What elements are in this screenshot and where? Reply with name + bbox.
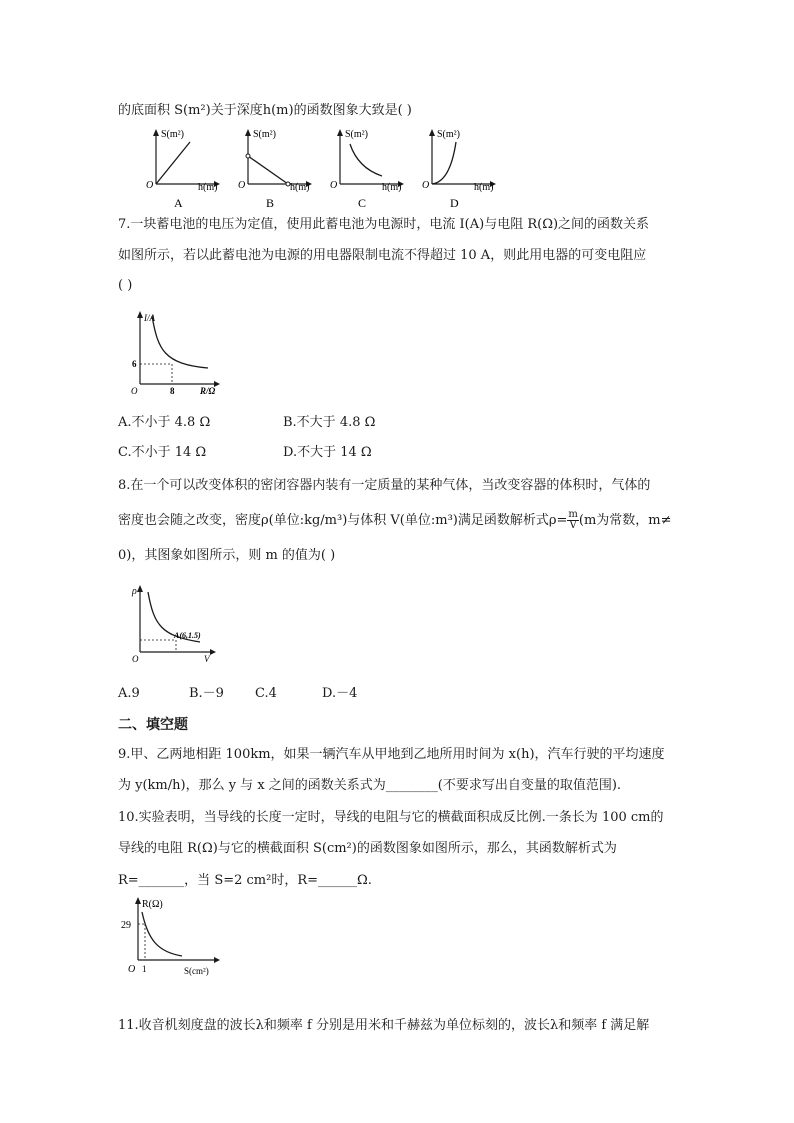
q8-option-c[interactable]: C.4 — [255, 686, 277, 701]
q6-b-ylabel: S(m²) — [253, 129, 276, 140]
q9-stem-line1: 9.甲、乙两地相距 100km，如果一辆汽车从甲地到乙地所用时间为 x(h)，汽车行驶的平均速度 — [118, 747, 665, 762]
q7-stem-line2: 如图所示，若以此蓄电池为电源的用电器限制电流不得超过 10 A，则此用电器的可变电阻应 — [118, 248, 647, 263]
q6-d-origin: O — [422, 180, 430, 191]
q6-c-letter: C — [358, 196, 367, 210]
q6-a-letter: A — [174, 196, 183, 210]
q8-option-d[interactable]: D.－4 — [322, 686, 358, 701]
q7-graph — [130, 310, 226, 400]
q6-c-xlabel: h(m) — [382, 182, 402, 193]
q8-stem-line2-a: 密度也会随之改变，密度ρ(单位:kg/m³)与体积 V(单位:m³)满足函数解析式ρ= — [118, 513, 568, 528]
q7-option-b[interactable]: B.不大于 4.8 Ω — [283, 415, 376, 430]
q10-ytick: 29 — [121, 920, 131, 931]
q8-frac-den: V — [569, 520, 577, 531]
q10-stem-line2: 导线的电阻 R(Ω)与它的横截面积 S(cm²)的函数图象如图所示，那么，其函数解析式为 — [118, 841, 617, 856]
q6-graph-c — [324, 128, 404, 210]
q7-stem-line3: ( ) — [118, 278, 133, 293]
q8-stem-line2 — [118, 510, 672, 531]
q7-xlabel: R/Ω — [200, 386, 216, 396]
q10-ylabel: R(Ω) — [142, 899, 163, 910]
q10-graph — [118, 896, 228, 980]
q6-graph-a — [140, 128, 220, 210]
q7-origin: O — [131, 386, 138, 396]
q10-origin: O — [128, 964, 136, 975]
q8-point-label: A(6,1.5) — [174, 631, 201, 640]
q6-b-origin: O — [238, 180, 246, 191]
q8-stem-line3: 0)，其图象如图所示，则 m 的值为( ) — [118, 548, 336, 563]
q8-option-b[interactable]: B.－9 — [189, 686, 224, 701]
q8-frac-num: m — [568, 509, 578, 520]
q10-xtick: 1 — [142, 964, 147, 974]
q8-option-a[interactable]: A.9 — [118, 686, 140, 701]
q7-option-c[interactable]: C.不小于 14 Ω — [118, 445, 207, 460]
q7-stem-line1: 7.一块蓄电池的电压为定值，使用此蓄电池为电源时，电流 I(A)与电阻 R(Ω)之间的函数关系 — [118, 217, 650, 232]
q6-a-ylabel: S(m²) — [161, 129, 184, 140]
q8-xlabel: V — [204, 654, 210, 664]
q8-ylabel: ρ — [132, 586, 137, 597]
q6-a-origin: O — [146, 180, 154, 191]
q6-d-xlabel: h(m) — [474, 182, 494, 193]
q10-xlabel: S(cm²) — [184, 966, 209, 976]
q6-b-letter: B — [266, 196, 275, 210]
q10-stem-line3: R=_______，当 S=2 cm²时，R=______Ω. — [118, 873, 372, 888]
q7-option-d[interactable]: D.不大于 14 Ω — [283, 445, 372, 460]
q6-stem: 的底面积 S(m²)关于深度h(m)的函数图象大致是( ) — [118, 103, 412, 118]
q7-ylabel: I/A — [144, 313, 155, 323]
q6-c-ylabel: S(m²) — [345, 129, 368, 140]
q7-option-a[interactable]: A.不小于 4.8 Ω — [118, 415, 211, 430]
q6-b-xlabel: h(m) — [290, 182, 310, 193]
q8-stem-line2-b: (m为常数，m≠ — [578, 513, 672, 528]
q6-graph-b — [232, 128, 312, 210]
q8-stem-line1: 8.在一个可以改变体积的密闭容器内装有一定质量的某种气体，当改变容器的体积时，气体的 — [118, 478, 651, 493]
q6-graph-d — [416, 128, 496, 210]
section-heading-fill-in: 二、填空题 — [118, 717, 188, 733]
q8-fraction — [567, 510, 578, 531]
q9-stem-line2: 为 y(km/h)，那么 y 与 x 之间的函数关系式为________(不要求写出自变量的取值范围). — [118, 778, 622, 793]
q10-stem-line1: 10.实验表明，当导线的长度一定时，导线的电阻与它的横截面积成反比例.一条长为 100 cm的 — [118, 810, 664, 825]
q8-origin: O — [132, 654, 139, 664]
q6-d-letter: D — [450, 196, 459, 210]
q6-c-origin: O — [330, 180, 338, 191]
q6-d-ylabel: S(m²) — [437, 129, 460, 140]
q7-ytick: 6 — [132, 359, 137, 369]
q6-a-xlabel: h(m) — [198, 182, 218, 193]
q8-graph — [130, 584, 226, 668]
q7-xtick: 8 — [170, 386, 175, 396]
q11-stem-line1: 11.收音机刻度盘的波长λ和频率 f 分别是用米和千赫兹为单位标刻的，波长λ和频率 f 满足解 — [118, 1018, 650, 1033]
